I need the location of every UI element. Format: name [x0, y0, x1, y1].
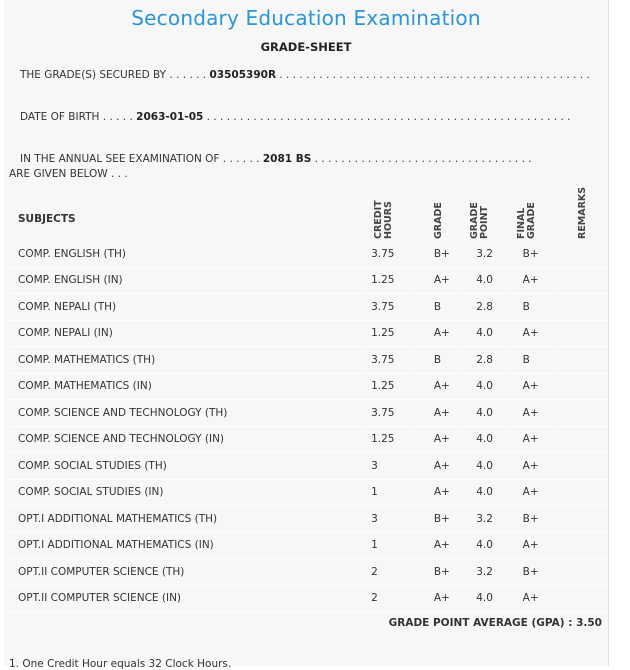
remarks-cell — [555, 559, 608, 586]
remarks-cell — [555, 268, 608, 295]
remarks-cell — [555, 586, 608, 613]
final-grade-cell: B — [509, 294, 553, 321]
dob-suffix: . . . . . . . . . . . . . . . . . . . . . . . . . . . . . . . . . . . . . . . . . . . . . . . . . . . . . . . — [203, 111, 571, 123]
final-grade-cell: B+ — [509, 506, 553, 533]
remarks-header: REMARKS — [576, 186, 588, 239]
remarks-cell — [555, 347, 608, 374]
exam-prefix: IN THE ANNUAL SEE EXAMINATION OF . . . . . . — [20, 153, 263, 165]
credit-hours-cell: 2 — [363, 586, 414, 613]
remarks-cell — [555, 533, 608, 560]
grade-cell: A+ — [416, 268, 460, 295]
date-of-birth: 2063-01-05 — [136, 111, 204, 123]
table-row — [10, 294, 608, 321]
subject-cell: COMP. NEPALI (IN) — [10, 321, 361, 348]
grade-cell: A+ — [416, 321, 460, 348]
table-row — [10, 586, 608, 613]
symbol-number: 03505390R — [209, 69, 277, 81]
grade-cell: B — [416, 347, 460, 374]
remarks-cell — [555, 374, 608, 401]
table-row — [10, 559, 608, 586]
grade-cell: A+ — [416, 400, 460, 427]
final-grade-cell: B — [509, 347, 553, 374]
credit-hours-cell: 3.75 — [363, 294, 414, 321]
grade-cell: B — [416, 294, 460, 321]
credit-hours-cell: 1 — [363, 480, 414, 507]
symbol-suffix: . . . . . . . . . . . . . . . . . . . . . . . . . . . . . . . . . . . . . . . . . . . . . . . — [276, 69, 590, 81]
final-grade-cell: B+ — [509, 241, 553, 268]
grade-cell: B+ — [416, 506, 460, 533]
credit-hours-cell: 3 — [363, 506, 414, 533]
subject-cell: COMP. MATHEMATICS (IN) — [10, 374, 361, 401]
subjects-header: SUBJECTS — [18, 213, 76, 225]
remarks-cell — [555, 241, 608, 268]
date-of-birth-line — [9, 110, 607, 125]
grade-cell: A+ — [416, 480, 460, 507]
subject-cell: COMP. SCIENCE AND TECHNOLOGY (TH) — [10, 400, 361, 427]
subject-cell: COMP. NEPALI (TH) — [10, 294, 361, 321]
footnote: 1. One Credit Hour equals 32 Clock Hours. — [9, 658, 232, 670]
credit-hours-cell: 3 — [363, 453, 414, 480]
final-grade-cell: A+ — [509, 533, 553, 560]
grade-point-cell: 4.0 — [462, 400, 506, 427]
grade-point-cell: 4.0 — [462, 321, 506, 348]
table-row — [10, 400, 608, 427]
page-title: Secondary Education Examination — [131, 6, 481, 30]
gpa-label: GRADE POINT AVERAGE (GPA) : — [388, 617, 577, 629]
remarks-cell — [555, 400, 608, 427]
credit-hours-cell: 3.75 — [363, 400, 414, 427]
grade-cell: A+ — [416, 374, 460, 401]
credit-hours-cell: 1.25 — [363, 321, 414, 348]
exam-line — [9, 152, 607, 182]
grade-cell: B+ — [416, 241, 460, 268]
credit-hours-cell: 3.75 — [363, 241, 414, 268]
subject-cell: OPT.I ADDITIONAL MATHEMATICS (TH) — [10, 506, 361, 533]
grade-sheet — [4, 0, 608, 670]
table-row — [10, 533, 608, 560]
remarks-cell — [555, 321, 608, 348]
final-grade-cell: A+ — [509, 400, 553, 427]
grade-cell: A+ — [416, 427, 460, 454]
credit-hours-cell: 1.25 — [363, 427, 414, 454]
grade-cell: A+ — [416, 586, 460, 613]
credit-hours-cell: 3.75 — [363, 347, 414, 374]
grade-point-cell: 4.0 — [462, 586, 506, 613]
grade-cell: A+ — [416, 533, 460, 560]
grade-point-cell: 4.0 — [462, 453, 506, 480]
remarks-cell — [555, 453, 608, 480]
credit-hours-cell: 1 — [363, 533, 414, 560]
subject-cell: OPT.II COMPUTER SCIENCE (IN) — [10, 586, 361, 613]
final-grade-cell: A+ — [509, 268, 553, 295]
page-border — [608, 0, 609, 666]
remarks-cell — [555, 480, 608, 507]
subject-cell: COMP. ENGLISH (IN) — [10, 268, 361, 295]
table-header-row — [10, 197, 608, 241]
grade-point-cell: 2.8 — [462, 294, 506, 321]
credit-hours-cell: 1.25 — [363, 268, 414, 295]
grade-cell: B+ — [416, 559, 460, 586]
grade-point-header: GRADE POINT — [469, 202, 491, 239]
exam-tail: ARE GIVEN BELOW . . . — [9, 168, 128, 180]
final-grade-cell: A+ — [509, 480, 553, 507]
table-row — [10, 427, 608, 454]
final-grade-header: FINAL GRADE — [515, 202, 537, 239]
final-grade-cell: A+ — [509, 374, 553, 401]
final-grade-cell: B+ — [509, 559, 553, 586]
grade-point-cell: 4.0 — [462, 427, 506, 454]
gpa-value: 3.50 — [576, 617, 602, 629]
final-grade-cell: A+ — [509, 321, 553, 348]
dob-prefix: DATE OF BIRTH . . . . . — [20, 111, 137, 123]
subject-cell: COMP. SCIENCE AND TECHNOLOGY (IN) — [10, 427, 361, 454]
grade-header: GRADE — [433, 202, 445, 239]
grade-point-cell: 2.8 — [462, 347, 506, 374]
subject-cell: OPT.II COMPUTER SCIENCE (TH) — [10, 559, 361, 586]
grade-point-cell: 3.2 — [462, 506, 506, 533]
table-row — [10, 374, 608, 401]
grades-table — [8, 186, 610, 612]
grade-point-cell: 4.0 — [462, 533, 506, 560]
final-grade-cell: A+ — [509, 427, 553, 454]
subject-cell: OPT.I ADDITIONAL MATHEMATICS (IN) — [10, 533, 361, 560]
symbol-prefix: THE GRADE(S) SECURED BY . . . . . . — [20, 69, 210, 81]
grade-point-cell: 4.0 — [462, 480, 506, 507]
grade-cell: A+ — [416, 453, 460, 480]
subject-cell: COMP. SOCIAL STUDIES (IN) — [10, 480, 361, 507]
exam-suffix: . . . . . . . . . . . . . . . . . . . . . . . . . . . . . . . . . — [311, 153, 532, 165]
grade-point-cell: 4.0 — [462, 268, 506, 295]
table-row — [10, 347, 608, 374]
grade-point-cell: 3.2 — [462, 241, 506, 268]
page-subtitle: GRADE-SHEET — [260, 40, 352, 54]
table-row — [10, 480, 608, 507]
credit-hours-cell: 1.25 — [363, 374, 414, 401]
remarks-cell — [555, 294, 608, 321]
remarks-cell — [555, 506, 608, 533]
subject-cell: COMP. ENGLISH (TH) — [10, 241, 361, 268]
subject-cell: COMP. MATHEMATICS (TH) — [10, 347, 361, 374]
subject-cell: COMP. SOCIAL STUDIES (TH) — [10, 453, 361, 480]
final-grade-cell: A+ — [509, 453, 553, 480]
remarks-cell — [555, 427, 608, 454]
gpa-line — [4, 617, 602, 629]
table-row — [10, 506, 608, 533]
table-row — [10, 241, 608, 268]
table-row — [10, 321, 608, 348]
table-row — [10, 268, 608, 295]
exam-year: 2081 BS — [262, 153, 312, 165]
final-grade-cell: A+ — [509, 586, 553, 613]
table-row — [10, 453, 608, 480]
credit-hours-cell: 2 — [363, 559, 414, 586]
symbol-number-line — [9, 68, 607, 83]
grade-point-cell: 3.2 — [462, 559, 506, 586]
grade-point-cell: 4.0 — [462, 374, 506, 401]
credit-hours-header: CREDIT HOURS — [373, 200, 395, 239]
